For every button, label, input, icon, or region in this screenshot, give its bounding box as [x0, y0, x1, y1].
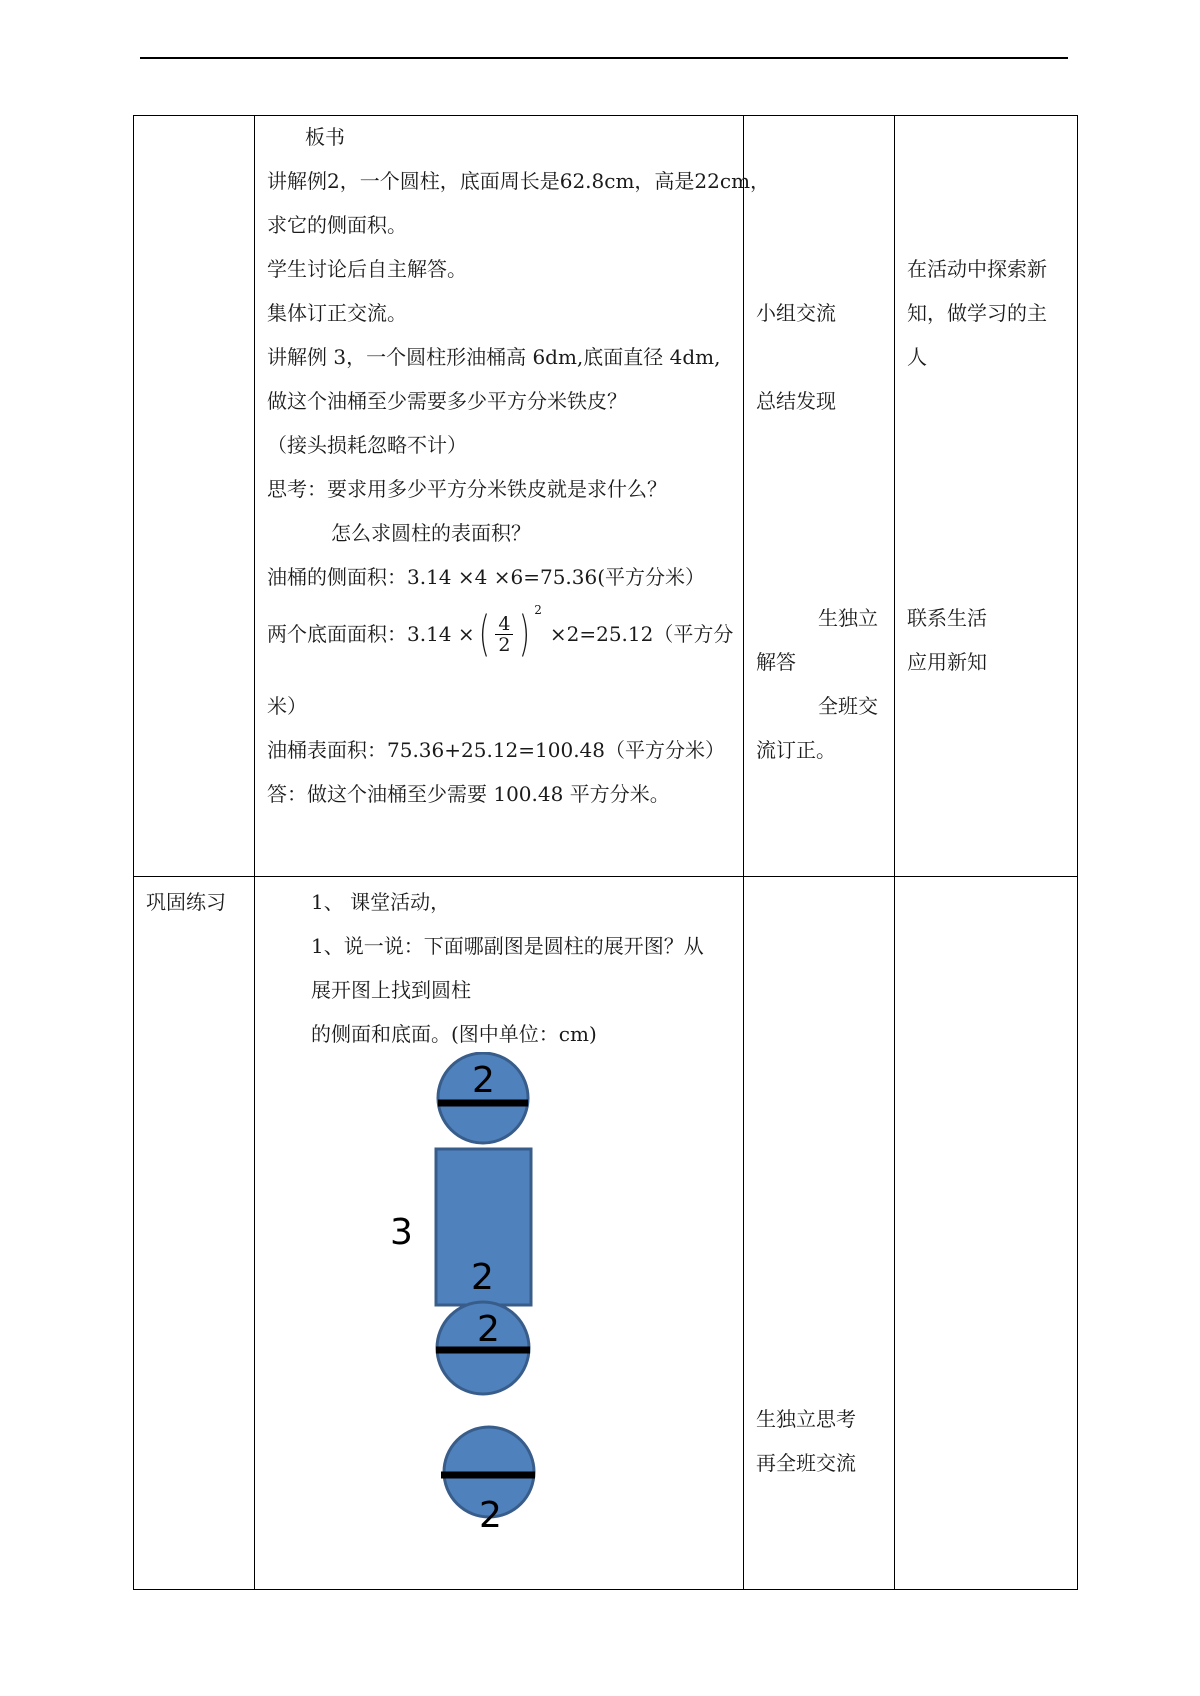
- discussion-line: 学生讨论后自主解答。: [267, 257, 467, 281]
- svg-text:2: 2: [477, 1309, 500, 1350]
- exponent: 2: [534, 603, 542, 617]
- middle-circle: [436, 1302, 530, 1394]
- lateral-area-line: 油桶的侧面积：3.14 ×4 ×6=75.36(平方分米）: [267, 565, 706, 589]
- question-line-1: 1、说一说：下面哪副图是圆柱的展开图？从: [311, 934, 704, 958]
- board-writing-label: 板书: [305, 125, 345, 149]
- table-row: 巩固练习 1、 课堂活动， 1、说一说：下面哪副图是圆柱的展开图？从 展开图上找到圆柱 的侧面和底面。(图中单位：cm) 2 3 2 2 2 生独立思考 再全班交流: [134, 877, 1078, 1590]
- think-question-2: 怎么求圆柱的表面积？: [331, 521, 531, 545]
- question-line-3: 的侧面和底面。(图中单位：cm): [311, 1022, 597, 1046]
- rect-height-label: 3: [390, 1212, 413, 1253]
- base-area-formula-cont: 米）: [267, 694, 307, 718]
- svg-text:2: 2: [472, 1060, 495, 1101]
- lesson-plan-table: [133, 115, 1078, 1590]
- teaching-process-cell: [255, 116, 771, 876]
- question-line-2: 展开图上找到圆柱: [311, 978, 471, 1002]
- example-2-line-1: 讲解例2，一个圆柱，底面周长是62.8cm，高是22cm，: [267, 169, 771, 193]
- think-question-1: 思考：要求用多少平方分米铁皮就是求什么？: [267, 477, 667, 501]
- lateral-rectangle: [390, 1149, 531, 1305]
- fraction: $\frac{4}{2}$: [495, 614, 513, 655]
- example-3-line-2: 做这个油桶至少需要多少平方分米铁皮？: [267, 389, 627, 413]
- practice-cell: [255, 877, 743, 1589]
- bottom-circle: [441, 1427, 535, 1532]
- section-title: 巩固练习: [146, 890, 226, 914]
- svg-text:2: 2: [479, 1495, 502, 1532]
- header-rule: [140, 57, 1068, 59]
- base-area-formula: 两个底面面积：3.14 × ( $\frac{4}{2}$ ) 2 ×2=25.12（平方分: [267, 599, 733, 669]
- cylinder-net-figure: [375, 1052, 615, 1532]
- answer-line: 答：做这个油桶至少需要 100.48 平方分米。: [267, 782, 670, 806]
- top-circle: [438, 1053, 528, 1143]
- example-2-line-2: 求它的侧面积。: [267, 213, 407, 237]
- table-row: [134, 116, 1078, 877]
- surface-area-line: 油桶表面积：75.36+25.12=100.48（平方分米）: [267, 738, 726, 762]
- example-3-note: （接头损耗忽略不计）: [267, 433, 467, 457]
- example-3-line-1: 讲解例 3，一个圆柱形油桶高 6dm,底面直径 4dm,: [267, 345, 721, 369]
- correction-line: 集体订正交流。: [267, 301, 407, 325]
- design-intent-cell: 在活动中探索新 知，做学习的主 人 联系生活 应用新知: [907, 257, 1047, 674]
- student-activity-cell: 小组交流 总结发现 生独立 解答 全班交 流订正。: [756, 301, 878, 762]
- activity-heading: 1、 课堂活动，: [311, 890, 451, 914]
- rect-width-label: 2: [471, 1257, 494, 1298]
